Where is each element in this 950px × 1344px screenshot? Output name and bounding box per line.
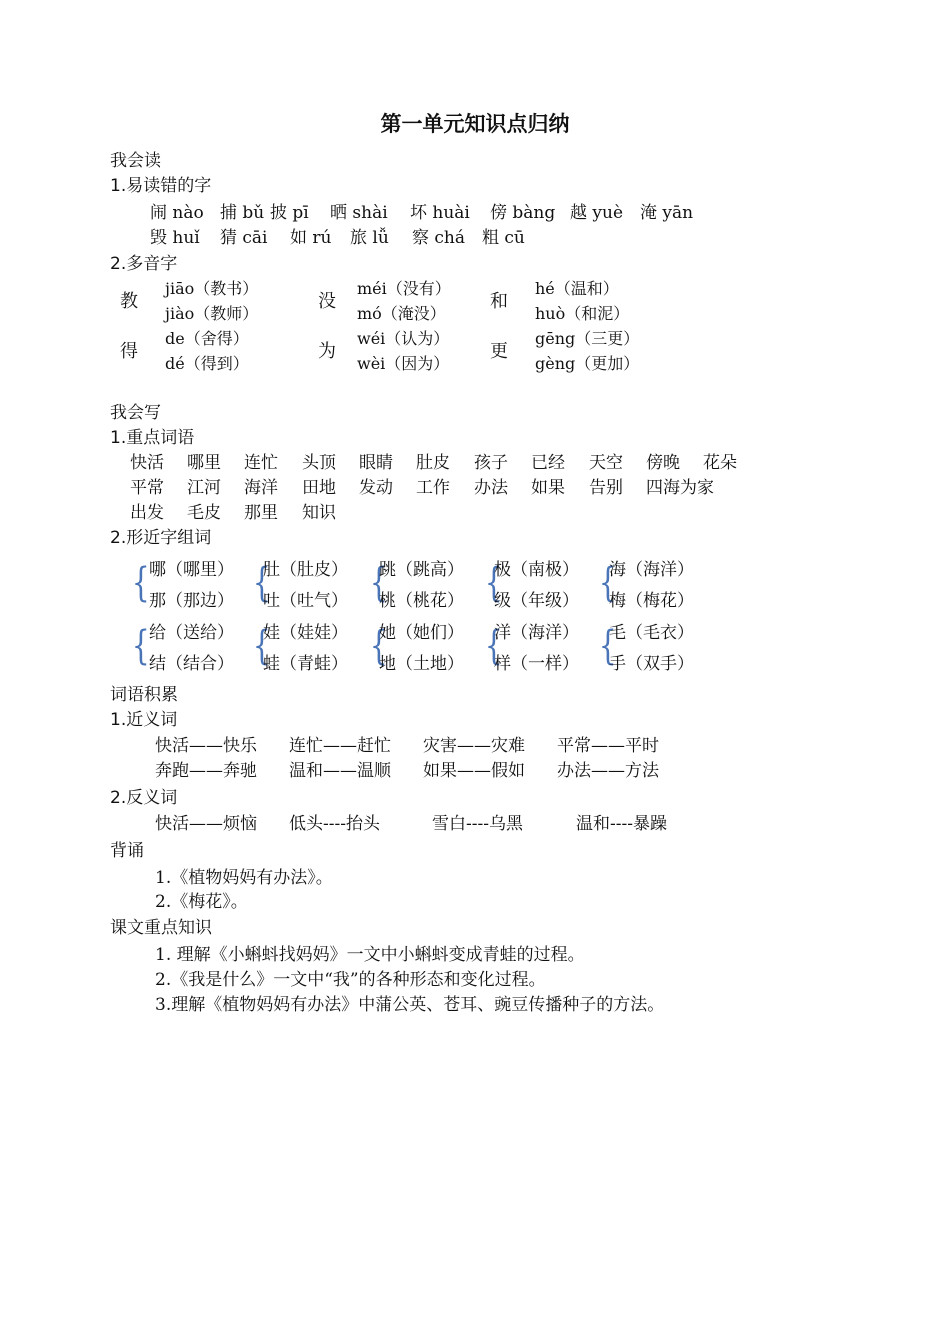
- similar-word: 肚（肚皮）: [263, 560, 348, 580]
- page-title: 第一单元知识点归纳: [380, 112, 570, 136]
- misread-item: 毁 huǐ: [150, 228, 200, 248]
- antonym-heading: 2.反义词: [110, 788, 178, 808]
- poly-reading: dé（得到）: [165, 354, 249, 373]
- brace-icon: {: [598, 623, 617, 669]
- misread-item: 淹 yān: [640, 203, 694, 223]
- recite-item: 2.《梅花》。: [155, 892, 248, 912]
- misread-item: 傍 bàng: [490, 203, 556, 223]
- key-word: 花朵: [703, 453, 737, 473]
- key-word: 天空: [589, 453, 623, 473]
- poly-reading: hé（温和）: [535, 279, 619, 298]
- poly-reading: mó（淹没）: [357, 304, 446, 323]
- similar-word: 桃（桃花）: [379, 591, 464, 611]
- antonym-pair: 雪白----乌黑: [432, 814, 523, 834]
- poly-reading: huò（和泥）: [535, 304, 630, 323]
- poly-reading: méi（没有）: [357, 279, 451, 298]
- poly-reading: gèng（更加）: [535, 354, 640, 373]
- misread-item: 察 chá: [412, 228, 466, 248]
- synonym-pair: 平常——平时: [557, 736, 659, 756]
- key-word: 田地: [302, 478, 336, 498]
- section-heading-read: 我会读: [110, 151, 161, 171]
- key-word: 连忙: [244, 453, 278, 473]
- key-word: 江河: [187, 478, 221, 498]
- misread-row-1: [150, 205, 693, 222]
- key-word: 毛皮: [187, 503, 221, 523]
- similar-word: 梅（梅花）: [609, 591, 694, 611]
- poly-char-geng: 更: [490, 341, 508, 362]
- key-word: 出发: [130, 503, 164, 523]
- key-words-heading: 1.重点词语: [110, 428, 195, 448]
- similar-word: 极（南极）: [494, 560, 579, 580]
- similar-word: 地（土地）: [379, 654, 464, 674]
- similar-word: 哪（哪里）: [149, 560, 234, 580]
- poly-reading: gēng（三更）: [535, 329, 640, 348]
- misread-item: 旅 lǚ: [350, 228, 389, 248]
- antonym-row-1: [155, 816, 667, 833]
- poly-char-jiao: 教: [120, 291, 138, 312]
- similar-word: 样（一样）: [494, 654, 579, 674]
- key-word: 工作: [416, 478, 450, 498]
- similar-word: 毛（毛衣）: [609, 623, 694, 643]
- key-word: 肚皮: [416, 453, 450, 473]
- misread-item: 坏 huài: [410, 203, 470, 223]
- misread-item: 披 pī: [270, 203, 309, 223]
- antonym-pair: 快活——烦恼: [155, 814, 257, 834]
- brace-icon: {: [369, 623, 388, 669]
- synonym-pair: 奔跑——奔驰: [155, 761, 257, 781]
- key-word: 哪里: [187, 453, 221, 473]
- key-word: 四海为家: [646, 478, 714, 498]
- misread-row-2: [150, 230, 525, 247]
- poly-reading: de（舍得）: [165, 329, 249, 348]
- key-words-row-3: [130, 505, 336, 522]
- key-word: 海洋: [244, 478, 278, 498]
- similar-word: 她（她们）: [379, 623, 464, 643]
- key-word: 已经: [531, 453, 565, 473]
- key-word: 告别: [589, 478, 623, 498]
- key-word: 平常: [130, 478, 164, 498]
- similar-word: 吐（吐气）: [263, 591, 348, 611]
- brace-icon: {: [369, 560, 388, 606]
- similar-word: 跳（跳高）: [379, 560, 464, 580]
- poly-char-mei: 没: [318, 291, 336, 312]
- similar-word: 结（结合）: [149, 654, 234, 674]
- poly-reading: wéi（认为）: [357, 329, 450, 348]
- recite-item: 1.《植物妈妈有办法》。: [155, 868, 333, 888]
- brace-icon: {: [131, 560, 150, 606]
- misread-item: 粗 cū: [482, 228, 525, 248]
- key-word: 如果: [531, 478, 565, 498]
- similar-word: 给（送给）: [149, 623, 234, 643]
- brace-icon: {: [484, 623, 503, 669]
- misread-item: 捕 bǔ: [220, 203, 265, 223]
- key-word: 孩子: [474, 453, 508, 473]
- synonym-pair: 办法——方法: [557, 761, 659, 781]
- poly-char-he: 和: [490, 291, 508, 312]
- similar-word: 蛙（青蛙）: [263, 654, 348, 674]
- key-word: 眼睛: [359, 453, 393, 473]
- poly-reading: jiāo（教书）: [165, 279, 259, 298]
- poly-char-de: 得: [120, 341, 138, 362]
- misread-item: 闹 nào: [150, 203, 204, 223]
- brace-icon: {: [131, 623, 150, 669]
- poly-char-wei: 为: [318, 341, 336, 362]
- key-words-row-2: [130, 480, 714, 497]
- key-word: 办法: [474, 478, 508, 498]
- synonym-heading: 1.近义词: [110, 710, 178, 730]
- misread-heading: 1.易读错的字: [110, 176, 212, 196]
- brace-icon: {: [252, 560, 271, 606]
- similar-heading: 2.形近字组词: [110, 528, 212, 548]
- brace-icon: {: [252, 623, 271, 669]
- key-word: 那里: [244, 503, 278, 523]
- knowledge-item: 1. 理解《小蝌蚪找妈妈》一文中小蝌蚪变成青蛙的过程。: [155, 945, 585, 965]
- knowledge-item: 3.理解《植物妈妈有办法》中蒲公英、苍耳、豌豆传播种子的方法。: [155, 995, 665, 1015]
- key-word: 头顶: [302, 453, 336, 473]
- similar-word: 娃（娃娃）: [263, 623, 348, 643]
- key-word: 傍晚: [646, 453, 680, 473]
- misread-item: 越 yuè: [570, 203, 624, 223]
- misread-item: 猜 cāi: [220, 228, 268, 248]
- misread-item: 如 rú: [290, 228, 332, 248]
- section-heading-vocab: 词语积累: [110, 685, 178, 705]
- synonym-row-1: [155, 738, 659, 755]
- brace-icon: {: [598, 560, 617, 606]
- polyphone-heading: 2.多音字: [110, 254, 178, 274]
- section-heading-knowledge: 课文重点知识: [110, 918, 212, 938]
- section-heading-write: 我会写: [110, 403, 161, 423]
- similar-word: 级（年级）: [494, 591, 579, 611]
- synonym-pair: 温和——温顺: [289, 761, 391, 781]
- knowledge-item: 2.《我是什么》一文中“我”的各种形态和变化过程。: [155, 970, 546, 990]
- similar-word: 手（双手）: [609, 654, 694, 674]
- poly-reading: jiào（教师）: [165, 304, 259, 323]
- synonym-pair: 灾害——灾难: [423, 736, 525, 756]
- synonym-pair: 如果——假如: [423, 761, 525, 781]
- synonym-pair: 连忙——赶忙: [289, 736, 391, 756]
- synonym-row-2: [155, 763, 659, 780]
- antonym-pair: 低头----抬头: [289, 814, 380, 834]
- similar-word: 那（那边）: [149, 591, 234, 611]
- similar-word: 海（海洋）: [609, 560, 694, 580]
- brace-icon: {: [484, 560, 503, 606]
- key-word: 知识: [302, 503, 336, 523]
- misread-item: 晒 shài: [330, 203, 388, 223]
- similar-word: 洋（海洋）: [494, 623, 579, 643]
- key-word: 快活: [130, 453, 164, 473]
- poly-reading: wèi（因为）: [357, 354, 450, 373]
- key-word: 发动: [359, 478, 393, 498]
- antonym-pair: 温和----暴躁: [576, 814, 667, 834]
- section-heading-recite: 背诵: [110, 841, 144, 861]
- synonym-pair: 快活——快乐: [155, 736, 257, 756]
- key-words-row-1: [130, 455, 737, 472]
